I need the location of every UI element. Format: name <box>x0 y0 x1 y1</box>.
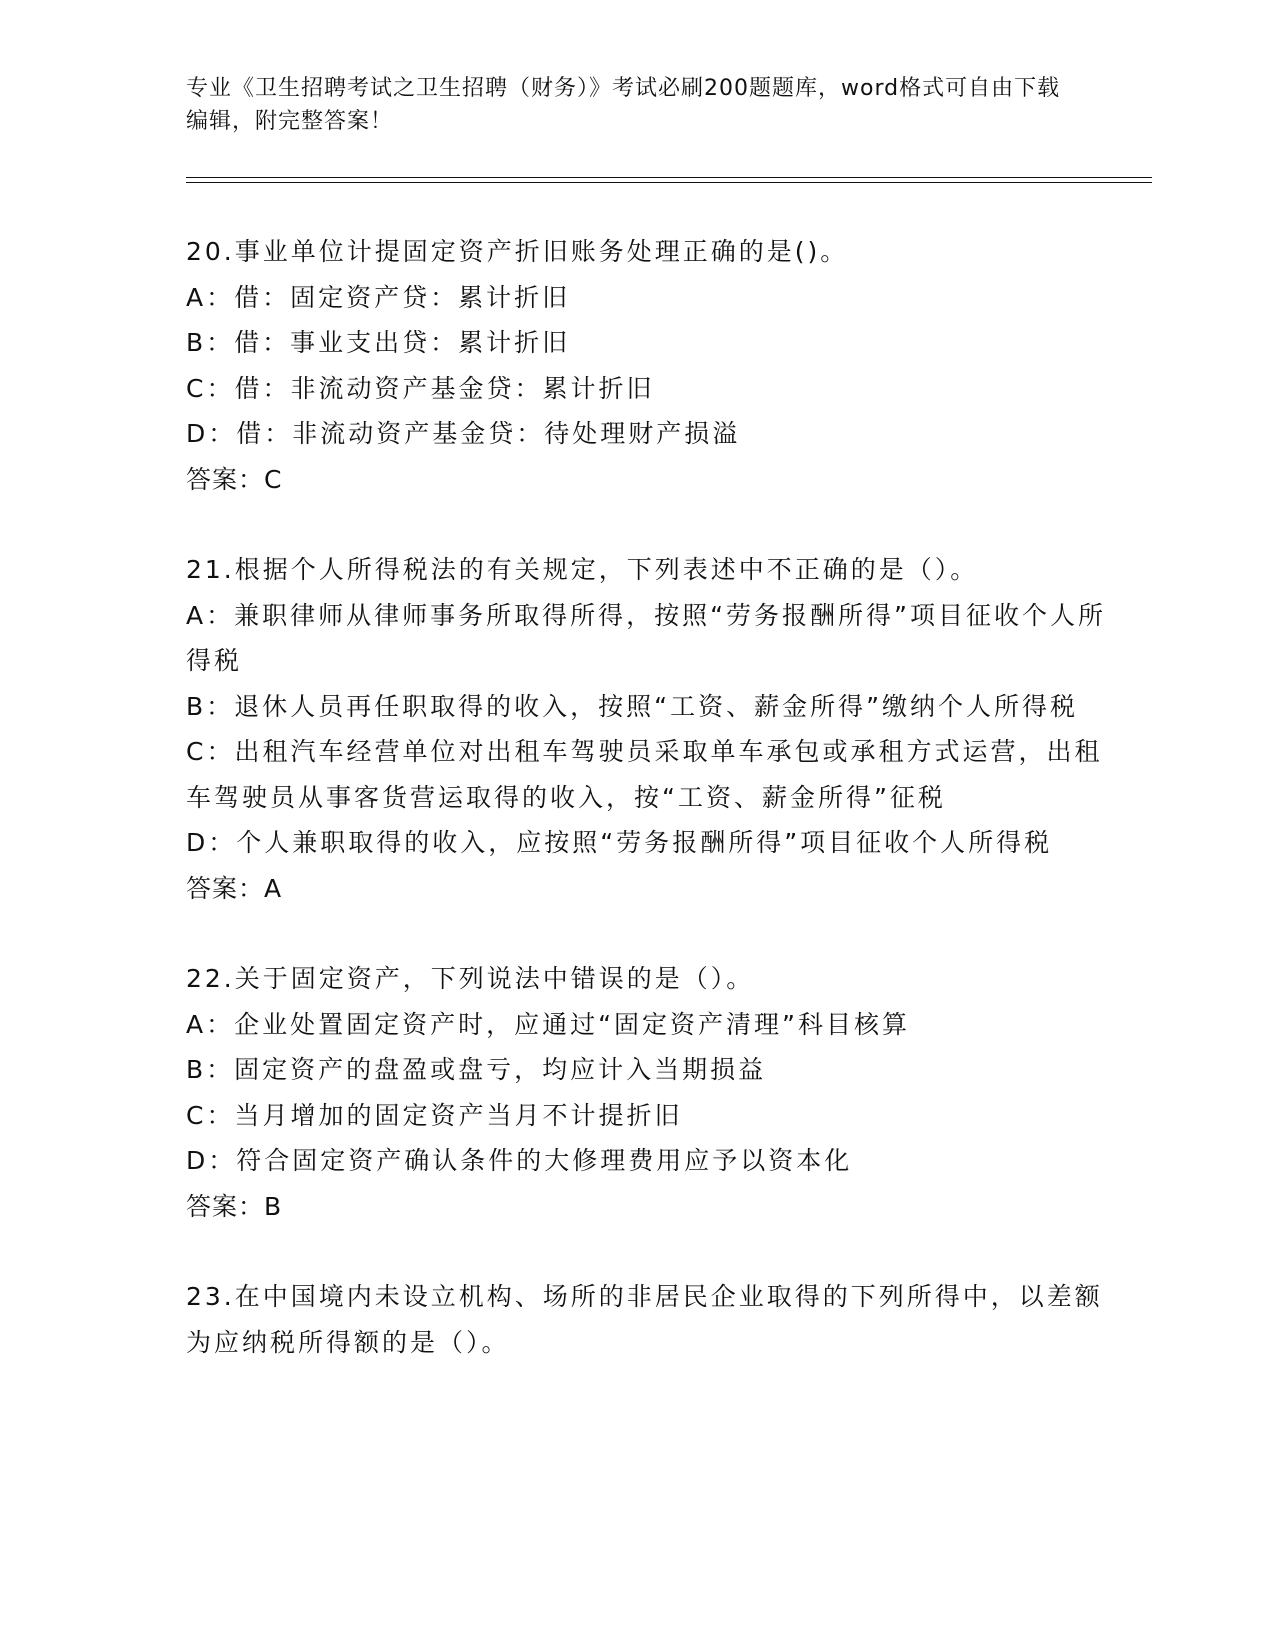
question-stem: 21.根据个人所得税法的有关规定，下列表述中不正确的是（）。 <box>186 555 979 584</box>
question-stem: 22.关于固定资产，下列说法中错误的是（）。 <box>186 964 755 993</box>
question-stem: 20.事业单位计提固定资产折旧账务处理正确的是()。 <box>186 237 849 266</box>
option-a: A：企业处置固定资产时，应通过“固定资产清理”科目核算 <box>186 1009 911 1039</box>
option-b: B：借：事业支出贷：累计折旧 <box>186 328 571 357</box>
option-a: A：兼职律师从律师事务所取得所得，按照“劳务报酬所得”项目征收个人所得税 <box>186 600 1107 675</box>
option-b: B：固定资产的盘盈或盘亏，均应计入当期损益 <box>186 1055 767 1084</box>
option-d: D：借：非流动资产基金贷：待处理财产损溢 <box>186 419 741 448</box>
answer: 答案：C <box>186 464 283 494</box>
question-stem: 23.在中国境内未设立机构、场所的非居民企业取得的下列所得中，以差额为应纳税所得额的是（）。 <box>186 1282 1103 1357</box>
option-c: C：借：非流动资产基金贷：累计折旧 <box>186 373 655 403</box>
question-22 <box>186 956 1106 1229</box>
header-divider-bottom <box>186 182 1152 183</box>
option-d: D：个人兼职取得的收入，应按照“劳务报酬所得”项目征收个人所得税 <box>186 828 1053 857</box>
option-d: D：符合固定资产确认条件的大修理费用应予以资本化 <box>186 1146 853 1175</box>
option-b: B：退休人员再任职取得的收入，按照“工资、薪金所得”缴纳个人所得税 <box>186 691 1079 721</box>
answer: 答案：A <box>186 873 283 903</box>
option-c: C：当月增加的固定资产当月不计提折旧 <box>186 1100 683 1130</box>
option-a: A：借：固定资产贷：累计折旧 <box>186 282 571 312</box>
question-23 <box>186 1274 1106 1365</box>
answer: 答案：B <box>186 1191 283 1221</box>
question-20 <box>186 229 1106 502</box>
question-21 <box>186 547 1106 911</box>
header-divider-top <box>186 177 1152 178</box>
option-c: C：出租汽车经营单位对出租车驾驶员采取单车承包或承租方式运营，出租车驾驶员从事客货营运取得的收入，按“工资、薪金所得”征税 <box>186 737 1103 812</box>
document-header: 专业《卫生招聘考试之卫生招聘（财务）》考试必刷200题题库，word格式可自由下载编辑，附完整答案！ <box>186 76 1061 134</box>
question-list <box>186 229 1106 1410</box>
